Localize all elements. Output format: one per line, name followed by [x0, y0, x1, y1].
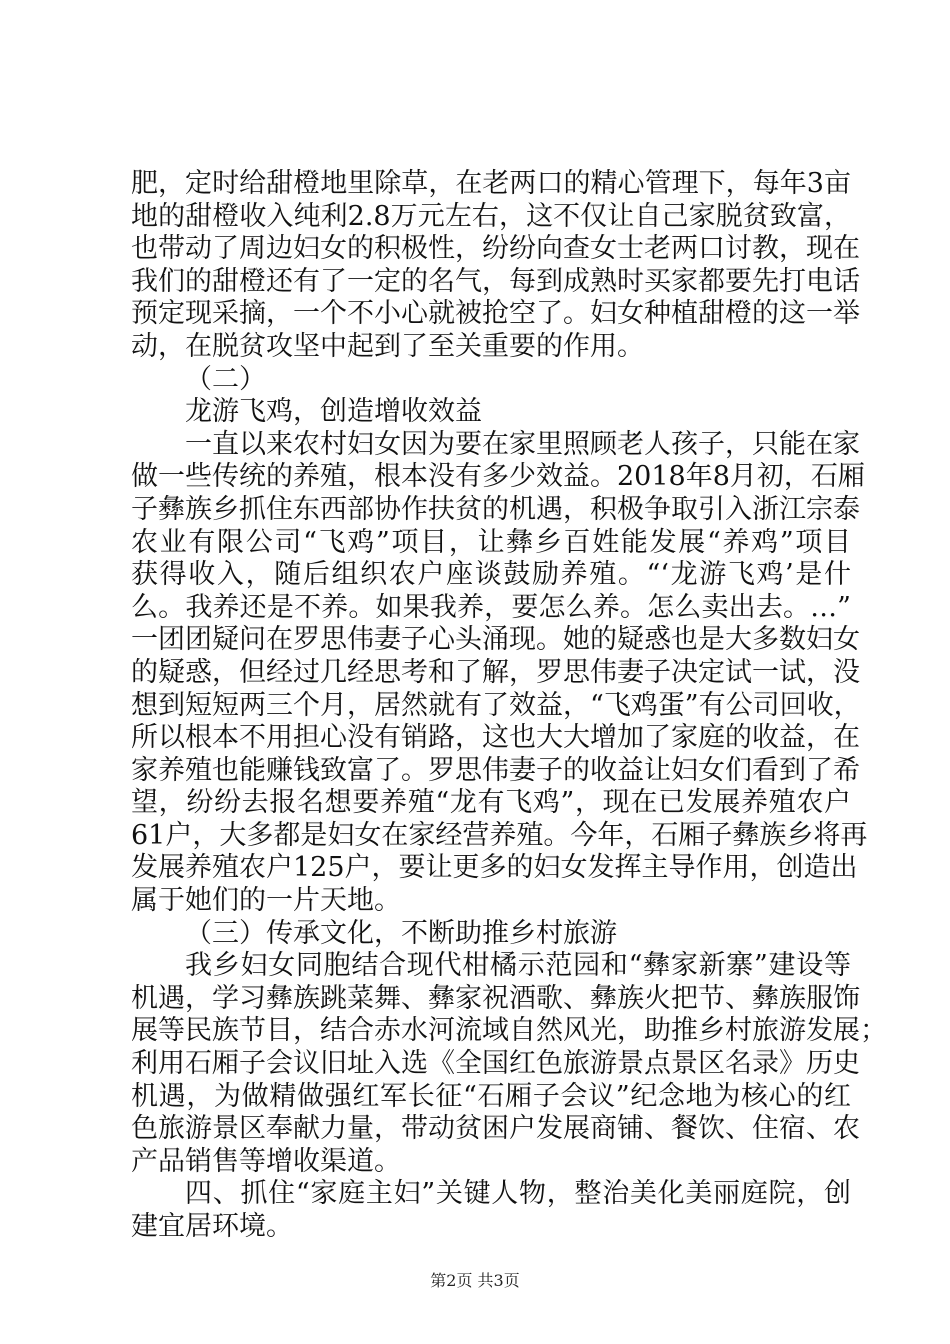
text-line: 做一些传统的养殖，根本没有多少效益。2018年8月初，石厢: [131, 461, 865, 493]
page-footer: [0, 1268, 950, 1291]
text-line: 肥，定时给甜橙地里除草，在老两口的精心管理下，每年3亩: [131, 168, 851, 199]
text-line: 机遇，学习彝族跳菜舞、彝家祝酒歌、彝族火把节、彝族服饰: [131, 982, 860, 1014]
text-line: 我乡妇女同胞结合现代柑橘示范园和“彝家新寨”建设等: [185, 950, 851, 982]
text-line: 也带动了周边妇女的积极性，纷纷向查女士老两口讨教，现在: [131, 233, 860, 265]
text-line: 色旅游景区奉献力量，带动贫困户发展商铺、餐饮、住宿、农: [131, 1113, 860, 1145]
text-line: 机遇，为做精做强红军长征“石厢子会议”纪念地为核心的红: [131, 1080, 851, 1112]
section-heading: （二）: [185, 363, 266, 395]
text-line: 预定现采摘，一个不小心就被抢空了。妇女种植甜橙的这一举: [131, 298, 860, 330]
text-line: 产品销售等增收渠道。: [131, 1145, 401, 1177]
text-line: 属于她们的一片天地。: [131, 885, 401, 917]
text-line: 61户，大多都是妇女在家经营养殖。今年，石厢子彝族乡将再: [131, 819, 868, 851]
text-line: 利用石厢子会议旧址入选《全国红色旅游景点景区名录》历史: [131, 1048, 860, 1080]
text-line: 四、抓住“家庭主妇”关键人物，整治美化美丽庭院，创: [185, 1178, 851, 1210]
text-line: 动，在脱贫攻坚中起到了至关重要的作用。: [131, 330, 644, 362]
section-heading: 龙游飞鸡，创造增收效益: [185, 396, 482, 428]
text-line: 子彝族乡抓住东西部协作扶贫的机遇，积极争取引入浙江宗泰: [131, 493, 860, 525]
text-line: 所以根本不用担心没有销路，这也大大增加了家庭的收益，在: [131, 722, 860, 754]
document-body: [131, 168, 887, 1244]
page-number: 第2页 共3页: [430, 1271, 520, 1290]
text-line: 我们的甜橙还有了一定的名气，每到成熟时买家都要先打电话: [131, 265, 860, 297]
text-line: 建宜居环境。: [131, 1211, 293, 1242]
text-line: 地的甜橙收入纯利2.8万元左右，这不仅让自己家脱贫致富，: [131, 200, 851, 232]
text-line: 家养殖也能赚钱致富了。罗思伟妻子的收益让妇女们看到了希: [131, 754, 860, 786]
text-line: 望，纷纷去报名想要养殖“龙有飞鸡”，现在已发展养殖农户: [131, 787, 851, 819]
text-line: 展等民族节目，结合赤水河流域自然风光，助推乡村旅游发展；: [131, 1015, 887, 1047]
text-line: 的疑惑，但经过几经思考和了解，罗思伟妻子决定试一试，没: [131, 656, 860, 688]
section-heading: （三）传承文化，不断助推乡村旅游: [185, 917, 617, 949]
text-line: 么。我养还是不养。如果我养，要怎么养。怎么卖出去。…”: [131, 591, 851, 623]
text-line: 获得收入，随后组织农户座谈鼓励养殖。“‘龙游飞鸡’是什: [131, 559, 851, 591]
text-line: 发展养殖农户125户，要让更多的妇女发挥主导作用，创造出: [131, 852, 858, 884]
text-line: 想到短短两三个月，居然就有了效益，“飞鸡蛋”有公司回收，: [131, 689, 861, 721]
text-line: 农业有限公司“飞鸡”项目，让彝乡百姓能发展“养鸡”项目: [131, 526, 851, 558]
text-line: 一团团疑问在罗思伟妻子心头涌现。她的疑惑也是大多数妇女: [131, 624, 860, 656]
text-line: 一直以来农村妇女因为要在家里照顾老人孩子，只能在家: [185, 428, 860, 460]
